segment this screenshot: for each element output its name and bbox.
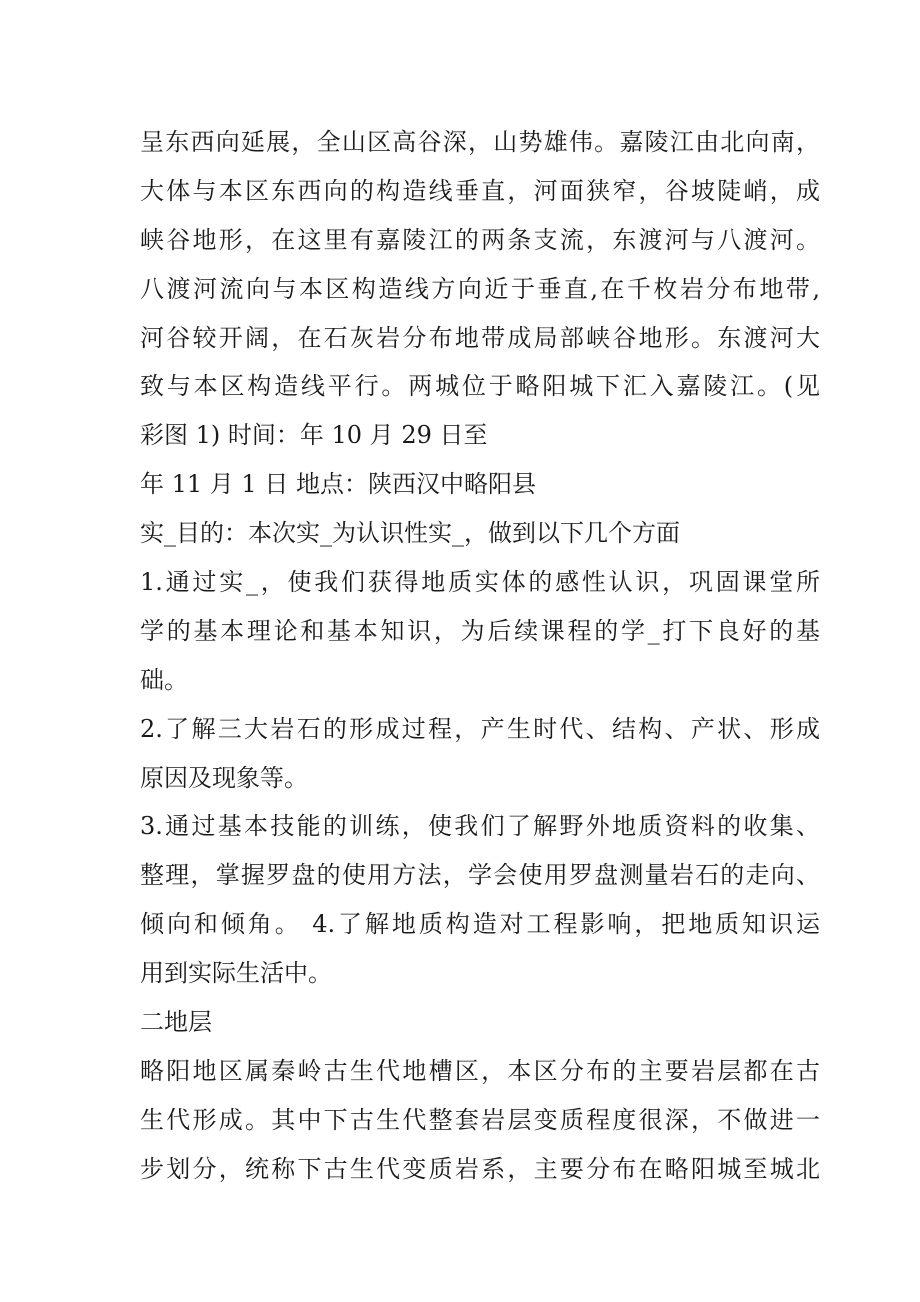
text-line: 彩图 1) 时间：年 10 月 29 日至 xyxy=(140,421,488,450)
text-line: 1.通过实_，使我们获得地质实体的感性认识，巩固课堂所 xyxy=(140,568,820,597)
text-line: 河谷较开阔，在石灰岩分布地带成局部峡谷地形。东渡河大 xyxy=(140,323,820,352)
text-line: 生代形成。其中下古生代整套岩层变质程度很深，不做进一 xyxy=(140,1105,820,1134)
text-line: 峡谷地形，在这里有嘉陵江的两条支流，东渡河与八渡河。 xyxy=(140,225,820,254)
text-line: 致与本区构造线平行。两城位于略阳城下汇入嘉陵江。(见 xyxy=(140,372,820,401)
text-line: 大体与本区东西向的构造线垂直，河面狭窄，谷坡陡峭，成 xyxy=(140,176,820,205)
text-line: 倾向和倾角。 4.了解地质构造对工程影响，把地质知识运 xyxy=(140,910,820,939)
text-line: 2.了解三大岩石的形成过程，产生时代、结构、产状、形成 xyxy=(140,714,820,743)
text-line: 学的基本理论和基本知识，为后续课程的学_打下良好的基 xyxy=(140,616,820,645)
body-text xyxy=(140,118,820,1194)
text-line: 原因及现象等。 xyxy=(140,763,308,792)
text-line: 础。 xyxy=(140,665,188,694)
text-line: 呈东西向延展，全山区高谷深，山势雄伟。嘉陵江由北向南， xyxy=(140,128,820,156)
text-line: 整理，掌握罗盘的使用方法，学会使用罗盘测量岩石的走向、 xyxy=(140,861,820,890)
text-line: 用到实际生活中。 xyxy=(140,959,332,988)
text-line: 八渡河流向与本区构造线方向近于垂直,在千枚岩分布地带, xyxy=(140,274,820,303)
text-line: 3.通过基本技能的训练，使我们了解野外地质资料的收集、 xyxy=(140,812,820,841)
text-line: 略阳地区属秦岭古生代地槽区，本区分布的主要岩层都在古 xyxy=(140,1056,820,1085)
section-heading: 二地层 xyxy=(140,1008,212,1037)
text-line: 年 11 月 1 日 地点：陕西汉中略阳县 xyxy=(140,470,536,499)
text-line: 步划分，统称下古生代变质岩系，主要分布在略阳城至城北 xyxy=(140,1154,820,1183)
text-line: 实_目的：本次实_为认识性实_，做到以下几个方面 xyxy=(140,519,680,548)
